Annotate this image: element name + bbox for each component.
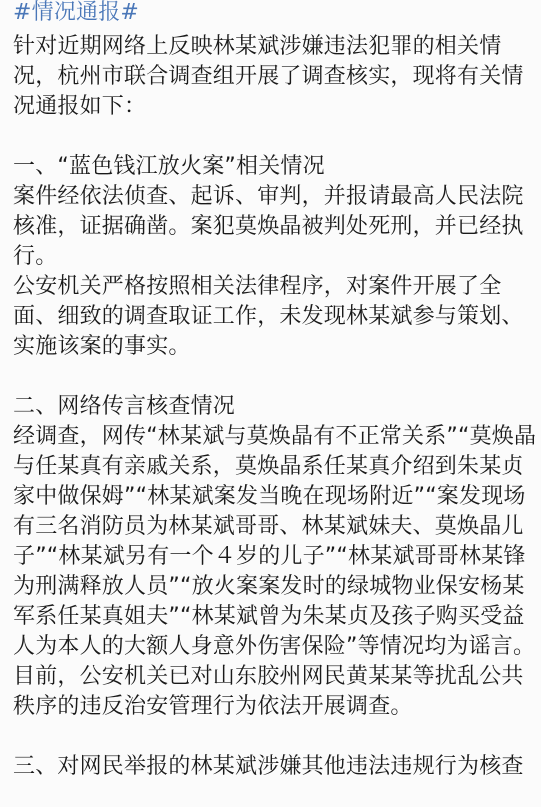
section1-line-2: 核准，证据确凿。案犯莫焕晶被判处死刑，并已经执 [13,214,524,239]
section2-line-2: 与任某真有亲戚关系，莫焕晶系任某真介绍到朱某贞 [13,454,524,479]
section2-line-7: 军系任某真姐夫”“林某斌曾为朱某贞及孩子购买受益 [13,604,525,629]
section2-line-8: 人为本人的大额人身意外伤害保险”等情况均为谣言。 [13,634,536,659]
section2-line-4: 有三名消防员为林某斌哥哥、林某斌妹夫、莫焕晶儿 [13,514,524,539]
section2-line-1: 经调查，网传“林某斌与莫焕晶有不正常关系”“莫焕晶 [13,424,537,449]
intro-line-1: 针对近期网络上反映林某斌涉嫌违法犯罪的相关情 [13,34,502,59]
section1-heading: 一、“蓝色钱江放火案”相关情况 [13,154,325,179]
intro-line-2: 况，杭州市联合调查组开展了调查核实，现将有关情 [13,64,524,89]
section2-line-10: 秩序的违反治安管理行为依法开展调查。 [13,694,413,719]
blank-line [13,122,527,152]
section2-line-6: 为刑满释放人员”“放火案案发时的绿城物业保安杨某 [13,574,525,599]
section2-heading: 二、网络传言核查情况 [13,394,236,419]
section1-line-3: 行。 [13,244,58,269]
blank-line [13,722,527,752]
section1-line-1: 案件经依法侦查、起诉、审判，并报请最高人民法院 [13,184,524,209]
section2-line-3: 家中做保姆”“林某斌案发当晚在现场附近”“案发现场 [13,484,526,509]
blank-line [13,362,527,392]
section2-line-5: 子”“林某斌另有一个４岁的儿子”“林某斌哥哥林某锋 [13,544,526,569]
section3-heading: 三、对网民举报的林某斌涉嫌其他违法违规行为核查 [13,754,524,779]
section2-line-9: 目前，公安机关已对山东胶州网民黄某某等扰乱公共 [13,664,524,689]
hashtag-topic-link[interactable]: #情况通报# [13,0,140,25]
intro-line-3: 况通报如下： [13,94,147,119]
section1-line-5: 面、细致的调查取证工作，未发现林某斌参与策划、 [13,304,524,329]
section1-line-4: 公安机关严格按照相关法律程序，对案件开展了全 [13,274,502,299]
section1-line-6: 实施该案的事实。 [13,334,191,359]
